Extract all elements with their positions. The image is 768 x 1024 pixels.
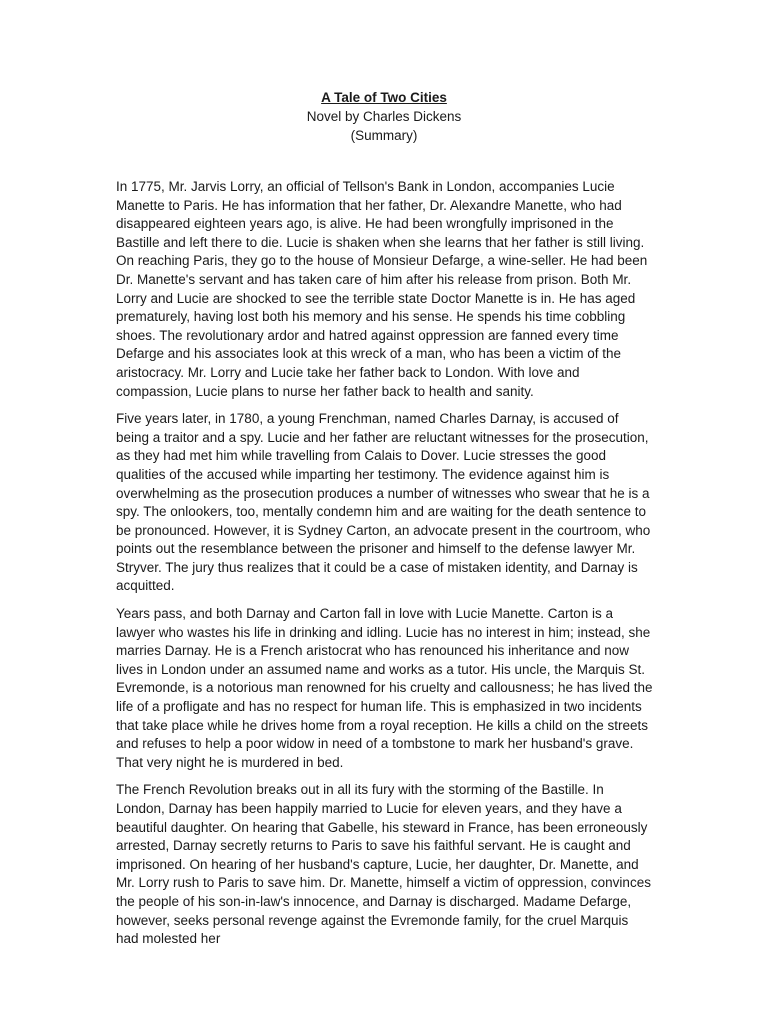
title-block (0, 88, 768, 145)
paragraph-3: Years pass, and both Darnay and Carton fall in love with Lucie Manette. Carton is a lawyer who wastes his life in drinking and idling. Lucie has no interest in him; instead, she marries Darnay. He is a French aristocrat who has renounced his inheritance and now lives in London under an assumed name and works as a tutor. His uncle, the Marquis St. Evremonde, is a notorious man renowned for his cruelty and callousness; he has lived the life of a profligate and has no respect for human life. This is emphasized in two incidents that take place while he drives home from a royal reception. He kills a child on the streets and refuses to help a poor widow in need of a tombstone to mark her husband's grave. That very night he is murdered in bed. (116, 606, 653, 770)
paragraph-4: The French Revolution breaks out in all its fury with the storming of the Bastille. In London, Darnay has been happily married to Lucie for eleven years, and they have a beautiful daughter. On hearing that Gabelle, his steward in France, has been erroneously arrested, Darnay secretly returns to Paris to save his faithful servant. He is caught and imprisoned. On hearing of her husband's capture, Lucie, her daughter, Dr. Manette, and Mr. Lorry rush to Paris to save him. Dr. Manette, himself a victim of oppression, convinces the people of his son-in-law's innocence, and Darnay is discharged. Madame Defarge, however, seeks personal revenge against the Evremonde family, for the cruel Marquis had molested her (116, 782, 651, 947)
document-subtitle: Novel by Charles Dickens (306, 109, 462, 124)
paragraph-2: Five years later, in 1780, a young Frenchman, named Charles Darnay, is accused of being a traitor and a spy. Lucie and her father are reluctant witnesses for the prosecution, as they had met him while travelling from Calais to Dover. Lucie stresses the good qualities of the accused while imparting her testimony. The evidence against him is overwhelming as the prosecution produces a number of witnesses who swear that he is a spy. The onlookers, too, mentally condemn him and are waiting for the death sentence to be pronounced. However, it is Sydney Carton, an advocate present in the courtroom, who points out the resemblance between the prisoner and himself to the defense lawyer Mr. Stryver. The jury thus realizes that it could be a case of mistaken identity, and Darnay is acquitted. (116, 411, 651, 594)
document-body (116, 178, 654, 958)
document-title: A Tale of Two Cities (321, 90, 447, 105)
paragraph-1: In 1775, Mr. Jarvis Lorry, an official of Tellson's Bank in London, accompanies Lucie Manette to Paris. He has information that her father, Dr. Alexandre Manette, who had disappeared eighteen years ago, is alive. He had been wrongfully imprisoned in the Bastille and left there to die. Lucie is shaken when she learns that her father is still living. On reaching Paris, they go to the house of Monsieur Defarge, a wine-seller. He had been Dr. Manette's servant and has taken care of him after his release from prison. Both Mr. Lorry and Lucie are shocked to see the terrible state Doctor Manette is in. He has aged prematurely, having lost both his memory and his sense. He spends his time cobbling shoes. The revolutionary ardor and hatred against oppression are fanned every time Defarge and his associates look at this wreck of a man, who has been a victim of the aristocracy. Mr. Lorry and Lucie take her father back to London. With love and compassion, Lucie plans to nurse her father back to health and sanity. (116, 179, 648, 399)
document-label: (Summary) (350, 128, 418, 143)
